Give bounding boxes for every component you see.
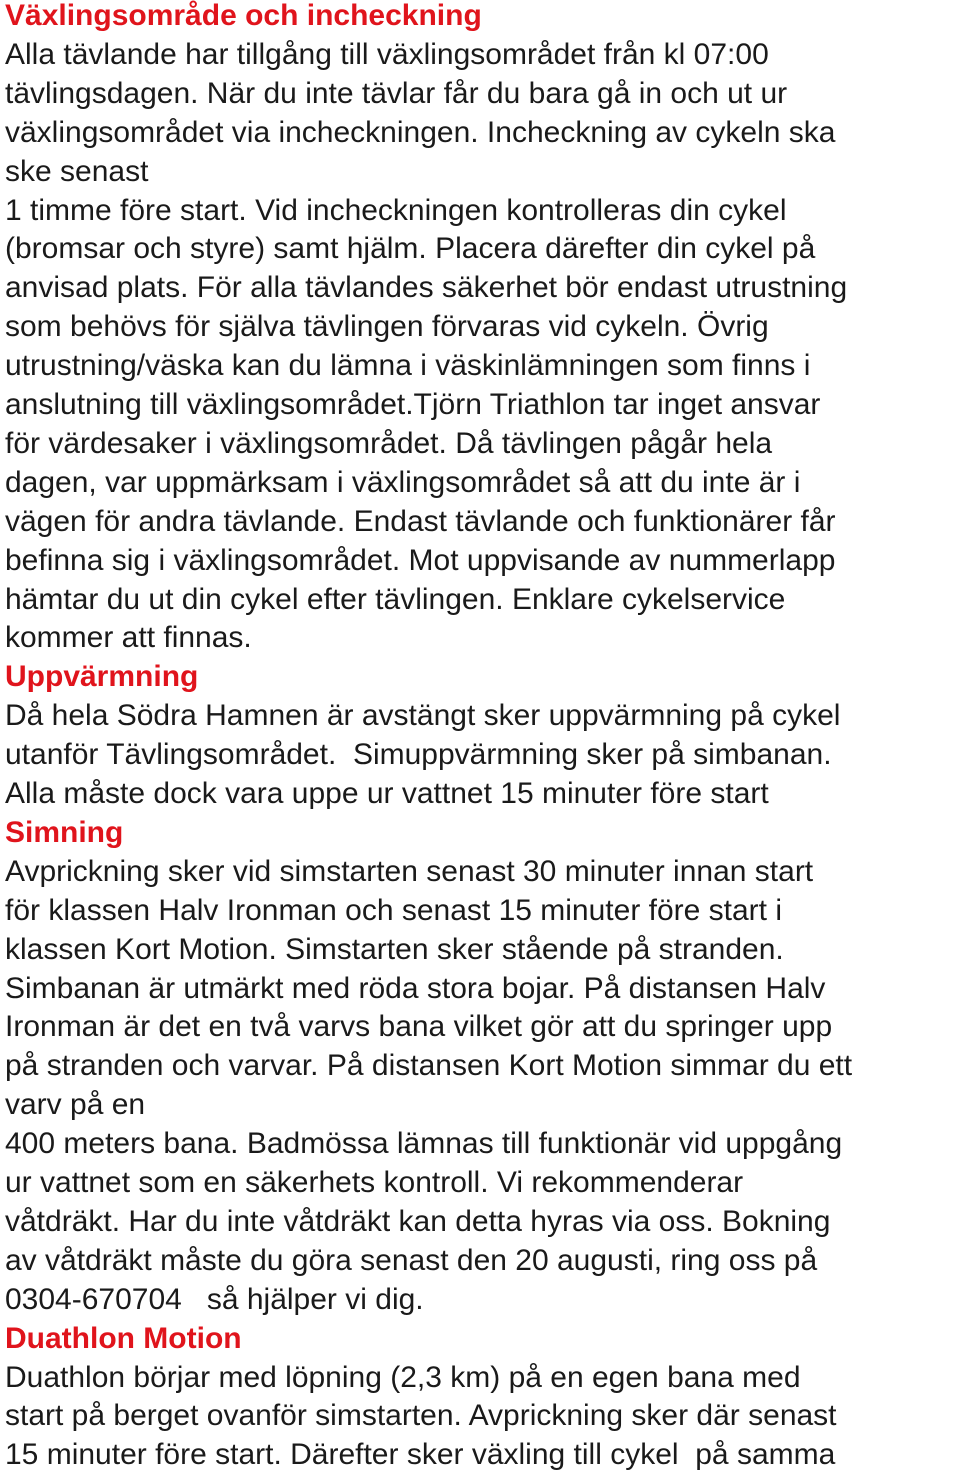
body-text-line: start på berget ovanför simstarten. Avprickning sker där senast bbox=[5, 1399, 837, 1433]
body-text-line: Simbanan är utmärkt med röda stora bojar. På distansen Halv bbox=[5, 971, 826, 1005]
body-text-line: anslutning till växlingsområdet.Tjörn Triathlon tar inget ansvar bbox=[5, 388, 821, 421]
body-text-line: ske senast bbox=[5, 154, 149, 188]
body-text-line: anvisad plats. För alla tävlandes säkerhet bör endast utrustning bbox=[5, 271, 848, 305]
body-text-line: för klassen Halv Ironman och senast 15 minuter före start i bbox=[5, 893, 783, 927]
body-text-line: vägen för andra tävlande. Endast tävlande och funktionärer får bbox=[5, 504, 836, 538]
body-text-line: Alla måste dock vara uppe ur vattnet 15 minuter före start bbox=[5, 777, 769, 810]
body-text-line: växlingsområdet via incheckningen. Incheckning av cykeln ska bbox=[5, 115, 836, 149]
body-text-line: ur vattnet som en säkerhets kontroll. Vi rekommenderar bbox=[5, 1166, 744, 1199]
body-text-line: Alla tävlande har tillgång till växlingsområdet från kl 07:00 bbox=[5, 37, 769, 71]
body-text-line: av våtdräkt måste du göra senast den 20 augusti, ring oss på bbox=[5, 1243, 818, 1277]
body-text-line: på stranden och varvar. På distansen Kort Motion simmar du ett bbox=[5, 1049, 853, 1083]
section-heading: Duathlon Motion bbox=[5, 1321, 242, 1355]
body-text-line: hämtar du ut din cykel efter tävlingen. Enklare cykelservice bbox=[5, 582, 786, 616]
section-heading: Simning bbox=[5, 815, 124, 849]
body-text-line: tävlingsdagen. När du inte tävlar får du bara gå in och ut ur bbox=[5, 76, 788, 110]
body-text-line: 0304-670704 så hjälper vi dig. bbox=[5, 1282, 424, 1316]
body-text-line: 1 timme före start. Vid incheckningen kontrolleras din cykel bbox=[5, 193, 787, 227]
section-heading: Uppvärmning bbox=[5, 660, 199, 694]
body-text-line: Då hela Södra Hamnen är avstängt sker uppvärmning på cykel bbox=[5, 699, 841, 733]
body-text-line: 15 minuter före start. Därefter sker växling till cykel på samma bbox=[5, 1438, 836, 1472]
body-text-line: kommer att finnas. bbox=[5, 621, 252, 655]
body-text-line: Ironman är det en två varvs bana vilket gör att du springer upp bbox=[5, 1010, 833, 1044]
body-text-line: 400 meters bana. Badmössa lämnas till funktionär vid uppgång bbox=[5, 1127, 843, 1161]
body-text-line: (bromsar och styre) samt hjälm. Placera därefter din cykel på bbox=[5, 232, 816, 266]
body-text-line: Avprickning sker vid simstarten senast 30 minuter innan start bbox=[5, 854, 814, 888]
body-text-line: dagen, var uppmärksam i växlingsområdet så att du inte är i bbox=[5, 465, 801, 499]
section-heading: Växlingsområde och incheckning bbox=[5, 0, 482, 32]
body-text-line: varv på en bbox=[5, 1088, 146, 1122]
body-text-line: för värdesaker i växlingsområdet. Då tävlingen pågår hela bbox=[5, 426, 773, 460]
body-text-line: befinna sig i växlingsområdet. Mot uppvisande av nummerlapp bbox=[5, 543, 836, 577]
body-text-line: Duathlon börjar med löpning (2,3 km) på en egen bana med bbox=[5, 1360, 801, 1394]
body-text-line: utanför Tävlingsområdet. Simuppvärmning sker på simbanan. bbox=[5, 738, 832, 772]
body-text-line: som behövs för själva tävlingen förvaras vid cykeln. Övrig bbox=[5, 310, 769, 344]
body-text-line: utrustning/väska kan du lämna i väskinlämningen som finns i bbox=[5, 349, 811, 383]
body-text-line: klassen Kort Motion. Simstarten sker stående på stranden. bbox=[5, 932, 784, 966]
body-text-line: våtdräkt. Har du inte våtdräkt kan detta hyras via oss. Bokning bbox=[5, 1204, 831, 1238]
